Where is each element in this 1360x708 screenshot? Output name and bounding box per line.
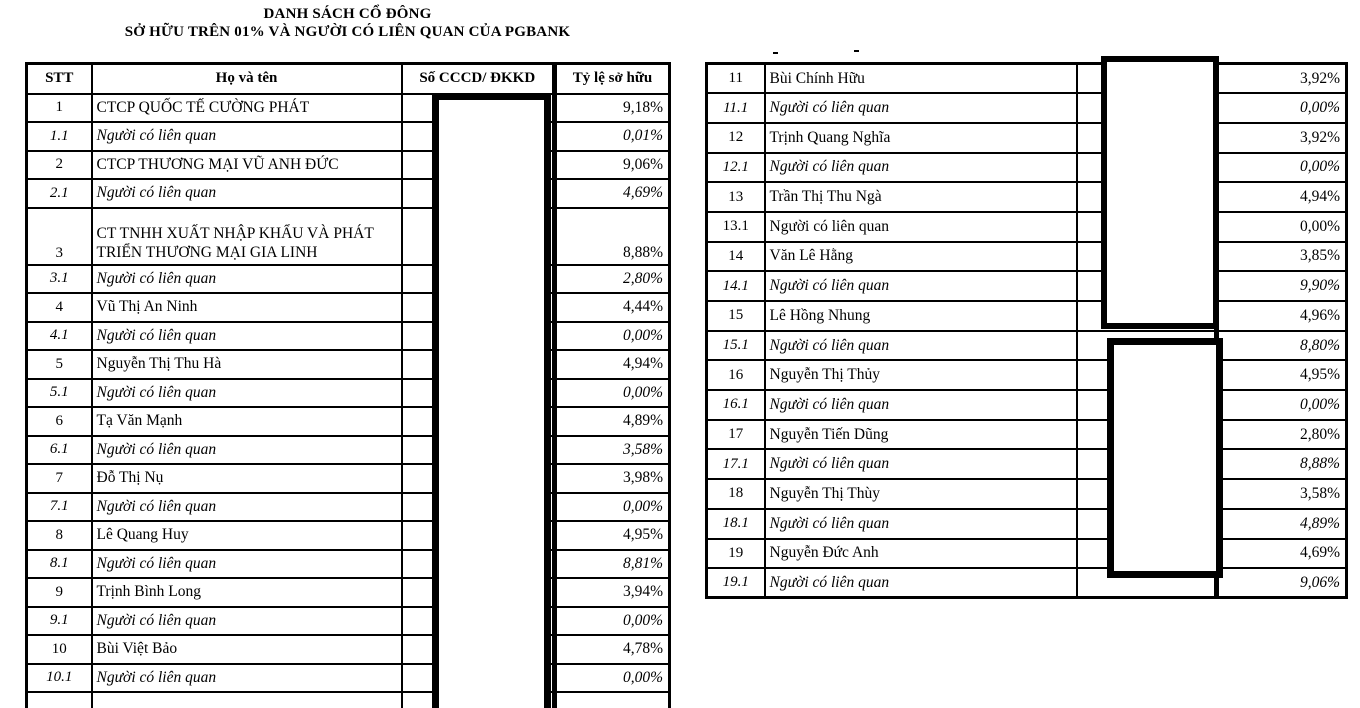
table-row — [707, 271, 1347, 301]
table-row — [27, 464, 670, 493]
row-stt: 14.1 — [707, 271, 765, 301]
table-row — [27, 607, 670, 636]
row-ownership-ratio: 9,18% — [555, 94, 670, 123]
row-ownership-ratio: 4,96% — [1217, 301, 1347, 331]
row-name: Người có liên quan — [765, 331, 1077, 361]
row-name: Người có liên quan — [92, 179, 402, 208]
row-ownership-ratio: 8,81% — [555, 550, 670, 579]
table-row — [27, 350, 670, 379]
table-row — [27, 208, 670, 265]
document-title — [25, 5, 670, 41]
row-ownership-ratio: 3,92% — [1217, 123, 1347, 153]
row-ownership-ratio: 0,00% — [555, 379, 670, 408]
table-row — [27, 293, 670, 322]
table-row — [27, 151, 670, 180]
row-name: Trần Thị Thu Ngà — [765, 182, 1077, 212]
row-stt: 3 — [27, 208, 92, 265]
row-name: Vũ Thị An Ninh — [92, 293, 402, 322]
row-name: Người có liên quan — [765, 212, 1077, 242]
table-header-row — [27, 64, 670, 94]
row-name: Người có liên quan — [92, 436, 402, 465]
row-name: Người có liên quan — [765, 93, 1077, 123]
table-row — [27, 407, 670, 436]
row-name: CT TNHH XUẤT NHẬP KHẨU VÀ PHÁT TRIỂN THƯƠNG MẠI GIA LINH — [92, 208, 402, 265]
row-name: Lê Hồng Nhung — [765, 301, 1077, 331]
table-row — [707, 153, 1347, 183]
table-row — [27, 635, 670, 664]
row-name: Người có liên quan — [765, 390, 1077, 420]
row-ownership-ratio: 0,00% — [1217, 93, 1347, 123]
row-stt: 6 — [27, 407, 92, 436]
table-row — [27, 379, 670, 408]
shareholder-table-left — [25, 62, 671, 708]
row-stt: 8 — [27, 521, 92, 550]
row-stt: 13.1 — [707, 212, 765, 242]
row-ownership-ratio: 4,89% — [555, 407, 670, 436]
row-stt: 19 — [707, 539, 765, 569]
row-stt: 12.1 — [707, 153, 765, 183]
column-header-id-number: Số CCCD/ ĐKKD — [402, 64, 555, 94]
table-row — [27, 436, 670, 465]
row-ownership-ratio: 3,94% — [555, 578, 670, 607]
row-ownership-ratio: 4,95% — [1217, 360, 1347, 390]
row-ownership-ratio: 0,00% — [1217, 153, 1347, 183]
row-name: Người có liên quan — [92, 493, 402, 522]
row-stt: 16 — [707, 360, 765, 390]
document-title-line1: DANH SÁCH CỔ ĐÔNG — [263, 6, 432, 22]
row-name: Văn Lê Hằng — [765, 242, 1077, 272]
table-row — [707, 64, 1347, 94]
redaction-box — [1101, 56, 1219, 329]
table-row — [707, 479, 1347, 509]
row-ownership-ratio: 2,80% — [555, 265, 670, 294]
column-header-name: Họ và tên — [92, 64, 402, 94]
redaction-box — [1107, 338, 1223, 578]
row-ownership-ratio: 4,94% — [555, 350, 670, 379]
table-row — [27, 578, 670, 607]
table-row — [27, 179, 670, 208]
table-row — [707, 182, 1347, 212]
row-name: Bùi Chính Hữu — [765, 64, 1077, 94]
table-row — [27, 550, 670, 579]
row-stt: 10 — [27, 635, 92, 664]
row-name: Người có liên quan — [92, 322, 402, 351]
table-row — [27, 122, 670, 151]
row-ownership-ratio: 2,80% — [1217, 420, 1347, 450]
row-ownership-ratio: 8,80% — [1217, 331, 1347, 361]
row-stt: 7 — [27, 464, 92, 493]
row-stt: 11 — [707, 64, 765, 94]
row-name: Nguyễn Thị Thu Hà — [92, 350, 402, 379]
table-row — [27, 493, 670, 522]
clipped-table-row — [27, 692, 670, 708]
row-name: Người có liên quan — [765, 509, 1077, 539]
table-row — [707, 390, 1347, 420]
row-ownership-ratio: 3,98% — [555, 464, 670, 493]
row-name: Người có liên quan — [92, 664, 402, 693]
row-stt: 18 — [707, 479, 765, 509]
row-name: Lê Quang Huy — [92, 521, 402, 550]
row-ownership-ratio: 9,90% — [1217, 271, 1347, 301]
row-ownership-ratio: 0,00% — [1217, 390, 1347, 420]
row-ownership-ratio: 9,06% — [1217, 568, 1347, 598]
row-name: Người có liên quan — [92, 379, 402, 408]
row-stt: 14 — [707, 242, 765, 272]
row-ownership-ratio: 0,00% — [555, 493, 670, 522]
row-name: Tạ Văn Mạnh — [92, 407, 402, 436]
table-row — [707, 420, 1347, 450]
row-ownership-ratio: 3,58% — [1217, 479, 1347, 509]
clipped-cell — [92, 692, 402, 708]
row-stt: 6.1 — [27, 436, 92, 465]
row-name: Người có liên quan — [92, 122, 402, 151]
table-row — [707, 93, 1347, 123]
row-name: Bùi Việt Bảo — [92, 635, 402, 664]
row-ownership-ratio: 4,78% — [555, 635, 670, 664]
row-stt: 15 — [707, 301, 765, 331]
row-name: Người có liên quan — [765, 271, 1077, 301]
row-stt: 3.1 — [27, 265, 92, 294]
row-stt: 4.1 — [27, 322, 92, 351]
row-stt: 1 — [27, 94, 92, 123]
row-ownership-ratio: 3,92% — [1217, 64, 1347, 94]
table-row — [707, 301, 1347, 331]
table-row — [707, 449, 1347, 479]
table-row — [707, 331, 1347, 361]
clipped-text-fragment — [773, 52, 778, 54]
row-ownership-ratio: 0,01% — [555, 122, 670, 151]
table-row — [707, 539, 1347, 569]
row-stt: 10.1 — [27, 664, 92, 693]
table-row — [27, 94, 670, 123]
row-ownership-ratio: 4,69% — [555, 179, 670, 208]
table-row — [27, 322, 670, 351]
column-header-ownership-ratio: Tỷ lệ sở hữu — [555, 64, 670, 94]
clipped-cell — [27, 692, 92, 708]
row-ownership-ratio: 8,88% — [555, 208, 670, 265]
row-ownership-ratio: 0,00% — [1217, 212, 1347, 242]
row-stt: 12 — [707, 123, 765, 153]
table-row — [27, 664, 670, 693]
shareholder-table-right — [705, 62, 1348, 599]
row-ownership-ratio: 3,85% — [1217, 242, 1347, 272]
table-row — [27, 265, 670, 294]
row-stt: 16.1 — [707, 390, 765, 420]
table-row — [27, 521, 670, 550]
row-stt: 18.1 — [707, 509, 765, 539]
row-name: Nguyễn Đức Anh — [765, 539, 1077, 569]
row-stt: 9 — [27, 578, 92, 607]
row-stt: 7.1 — [27, 493, 92, 522]
row-stt: 2 — [27, 151, 92, 180]
row-ownership-ratio: 4,44% — [555, 293, 670, 322]
row-ownership-ratio: 4,89% — [1217, 509, 1347, 539]
row-ownership-ratio: 9,06% — [555, 151, 670, 180]
row-name: Nguyễn Thị Thùy — [765, 479, 1077, 509]
clipped-cell — [555, 692, 670, 708]
redaction-box — [432, 93, 551, 708]
table-row — [707, 123, 1347, 153]
row-name: CTCP QUỐC TẾ CƯỜNG PHÁT — [92, 94, 402, 123]
row-stt: 4 — [27, 293, 92, 322]
row-name: Người có liên quan — [92, 550, 402, 579]
row-name: Trịnh Bình Long — [92, 578, 402, 607]
table-row — [707, 360, 1347, 390]
row-ownership-ratio: 3,58% — [555, 436, 670, 465]
row-stt: 1.1 — [27, 122, 92, 151]
row-ownership-ratio: 0,00% — [555, 664, 670, 693]
row-stt: 17 — [707, 420, 765, 450]
table-row — [707, 212, 1347, 242]
row-ownership-ratio: 8,88% — [1217, 449, 1347, 479]
row-name: CTCP THƯƠNG MẠI VŨ ANH ĐỨC — [92, 151, 402, 180]
row-name: Người có liên quan — [765, 153, 1077, 183]
row-stt: 2.1 — [27, 179, 92, 208]
row-name: Đỗ Thị Nụ — [92, 464, 402, 493]
row-ownership-ratio: 4,69% — [1217, 539, 1347, 569]
table-row — [707, 568, 1347, 598]
row-stt: 13 — [707, 182, 765, 212]
clipped-text-fragment — [854, 50, 859, 52]
table-row — [707, 509, 1347, 539]
row-name: Người có liên quan — [765, 449, 1077, 479]
document-title-line2: SỞ HỮU TRÊN 01% VÀ NGƯỜI CÓ LIÊN QUAN CỦA PGBANK — [124, 24, 571, 40]
row-ownership-ratio: 0,00% — [555, 322, 670, 351]
row-stt: 9.1 — [27, 607, 92, 636]
row-stt: 11.1 — [707, 93, 765, 123]
column-header-stt: STT — [27, 64, 92, 94]
table-row — [707, 242, 1347, 272]
row-name: Người có liên quan — [92, 265, 402, 294]
row-stt: 8.1 — [27, 550, 92, 579]
row-stt: 5.1 — [27, 379, 92, 408]
row-name: Người có liên quan — [765, 568, 1077, 598]
row-stt: 19.1 — [707, 568, 765, 598]
row-stt: 15.1 — [707, 331, 765, 361]
row-name: Trịnh Quang Nghĩa — [765, 123, 1077, 153]
row-ownership-ratio: 4,94% — [1217, 182, 1347, 212]
row-stt: 17.1 — [707, 449, 765, 479]
row-name: Nguyễn Tiến Dũng — [765, 420, 1077, 450]
row-ownership-ratio: 0,00% — [555, 607, 670, 636]
row-name: Người có liên quan — [92, 607, 402, 636]
row-stt: 5 — [27, 350, 92, 379]
row-name: Nguyễn Thị Thủy — [765, 360, 1077, 390]
row-ownership-ratio: 4,95% — [555, 521, 670, 550]
